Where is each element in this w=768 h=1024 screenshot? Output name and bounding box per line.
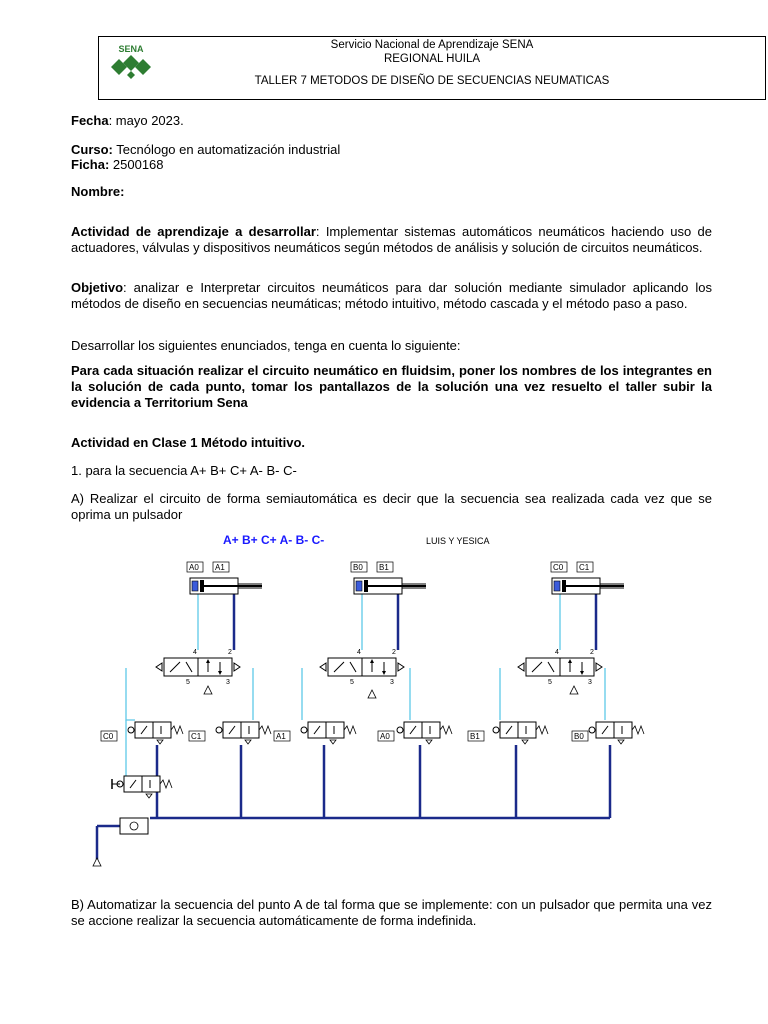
svg-text:4: 4 bbox=[193, 649, 197, 656]
svg-text:4: 4 bbox=[555, 649, 559, 656]
bold-instructions: Para cada situación realizar el circuito neumático en fluidsim, poner los nombres de los integrantes en la solución de cada punto, tomar los pantallazos de la solución una vez resuelto el taller subir la evidencia a Territorium Sena bbox=[71, 363, 712, 410]
valve-tag-c1: C1 bbox=[191, 732, 202, 741]
team-names: LUIS Y YESICA bbox=[426, 536, 490, 546]
ficha-line bbox=[71, 157, 712, 173]
svg-text:5: 5 bbox=[350, 679, 354, 686]
objetivo-text: : analizar e Interpretar circuitos neumáticos para dar solución mediante simulador aplicando los métodos de diseño en secuencias neumáticas; método intuitivo, método cascada y el método paso a paso. bbox=[71, 280, 712, 311]
item-1: 1. para la secuencia A+ B+ C+ A- B- C- bbox=[71, 463, 297, 478]
valve-tag-a0: A0 bbox=[380, 732, 390, 741]
sequence-label: A+ B+ C+ A- B- C- bbox=[223, 533, 325, 547]
document-header bbox=[98, 36, 766, 100]
pilot-valve-a0 bbox=[397, 722, 452, 744]
valve-tag-a1: A1 bbox=[276, 732, 286, 741]
actividad-label: Actividad de aprendizaje a desarrollar bbox=[71, 224, 316, 239]
instructions-line: Desarrollar los siguientes enunciados, tenga en cuenta lo siguiente: bbox=[71, 338, 461, 353]
cylinder-a bbox=[190, 578, 262, 594]
curso-line bbox=[71, 142, 712, 158]
nombre-line bbox=[71, 184, 712, 200]
main-valve-a bbox=[156, 658, 240, 676]
valve-tag-c0: C0 bbox=[103, 732, 114, 741]
sensor-b0: B0 bbox=[353, 563, 363, 572]
sensor-c1: C1 bbox=[579, 563, 590, 572]
pilot-valve-a1 bbox=[301, 722, 356, 744]
sensor-tags bbox=[187, 562, 593, 572]
pilot-lines bbox=[126, 594, 605, 778]
start-pushbutton-valve bbox=[117, 776, 172, 798]
svg-text:2: 2 bbox=[392, 649, 396, 656]
ficha-value: 2500168 bbox=[109, 157, 164, 172]
pneumatic-circuit-diagram bbox=[88, 528, 664, 874]
nombre-label: Nombre: bbox=[71, 184, 125, 199]
sensor-a1: A1 bbox=[215, 563, 225, 572]
pilot-valve-b0 bbox=[589, 722, 644, 744]
objetivo-label: Objetivo bbox=[71, 280, 124, 295]
cylinder-c bbox=[552, 578, 624, 594]
clase-title: Actividad en Clase 1 Método intuitivo. bbox=[71, 435, 306, 450]
item-b: B) Automatizar la secuencia del punto A de tal forma que se implemente: con un pulsador que permita una vez se accione realizar la secuencia automáticamente de forma indefinida. bbox=[71, 897, 712, 928]
pilot-valve-c1 bbox=[216, 722, 271, 744]
pilot-valve-c0 bbox=[128, 722, 183, 744]
sensor-b1: B1 bbox=[379, 563, 389, 572]
svg-text:4: 4 bbox=[357, 649, 361, 656]
fecha-value: : mayo 2023. bbox=[108, 113, 184, 128]
ficha-label: Ficha: bbox=[71, 157, 110, 172]
main-valve-c bbox=[518, 658, 602, 676]
cylinder-b bbox=[354, 578, 426, 594]
actividad-text: : Implementar sistemas automáticos neumáticos haciendo uso de actuadores, válvulas y dispositivos neumáticos según métodos de análisis y solución de circuitos neumáticos. bbox=[71, 224, 712, 255]
institution-name: Servicio Nacional de Aprendizaje SENA bbox=[330, 39, 534, 51]
curso-label: Curso: bbox=[71, 142, 113, 157]
valve-tag-b0: B0 bbox=[574, 732, 584, 741]
fecha-label: Fecha bbox=[71, 113, 109, 128]
logo-text: SENA bbox=[118, 44, 144, 54]
pilot-valve-b1 bbox=[493, 722, 548, 744]
svg-text:3: 3 bbox=[390, 679, 394, 686]
svg-text:2: 2 bbox=[228, 649, 232, 656]
fecha-line bbox=[71, 113, 712, 129]
svg-text:3: 3 bbox=[588, 679, 592, 686]
valve-tag-b1: B1 bbox=[470, 732, 480, 741]
sensor-a0: A0 bbox=[189, 563, 199, 572]
item-a: A) Realizar el circuito de forma semiautomática es decir que la secuencia sea realizada cada vez que se oprima un pulsador bbox=[71, 491, 712, 522]
curso-value: Tecnólogo en automatización industrial bbox=[112, 142, 341, 157]
svg-text:5: 5 bbox=[186, 679, 190, 686]
document-title: TALLER 7 METODOS DE DISEÑO DE SECUENCIAS NEUMATICAS bbox=[254, 75, 610, 87]
svg-text:2: 2 bbox=[590, 649, 594, 656]
svg-text:5: 5 bbox=[548, 679, 552, 686]
actividad-paragraph bbox=[71, 224, 712, 256]
sensor-c0: C0 bbox=[553, 563, 564, 572]
main-valve-b bbox=[320, 658, 404, 676]
objetivo-paragraph bbox=[71, 280, 712, 312]
svg-text:3: 3 bbox=[226, 679, 230, 686]
region-name: REGIONAL HUILA bbox=[383, 53, 481, 65]
